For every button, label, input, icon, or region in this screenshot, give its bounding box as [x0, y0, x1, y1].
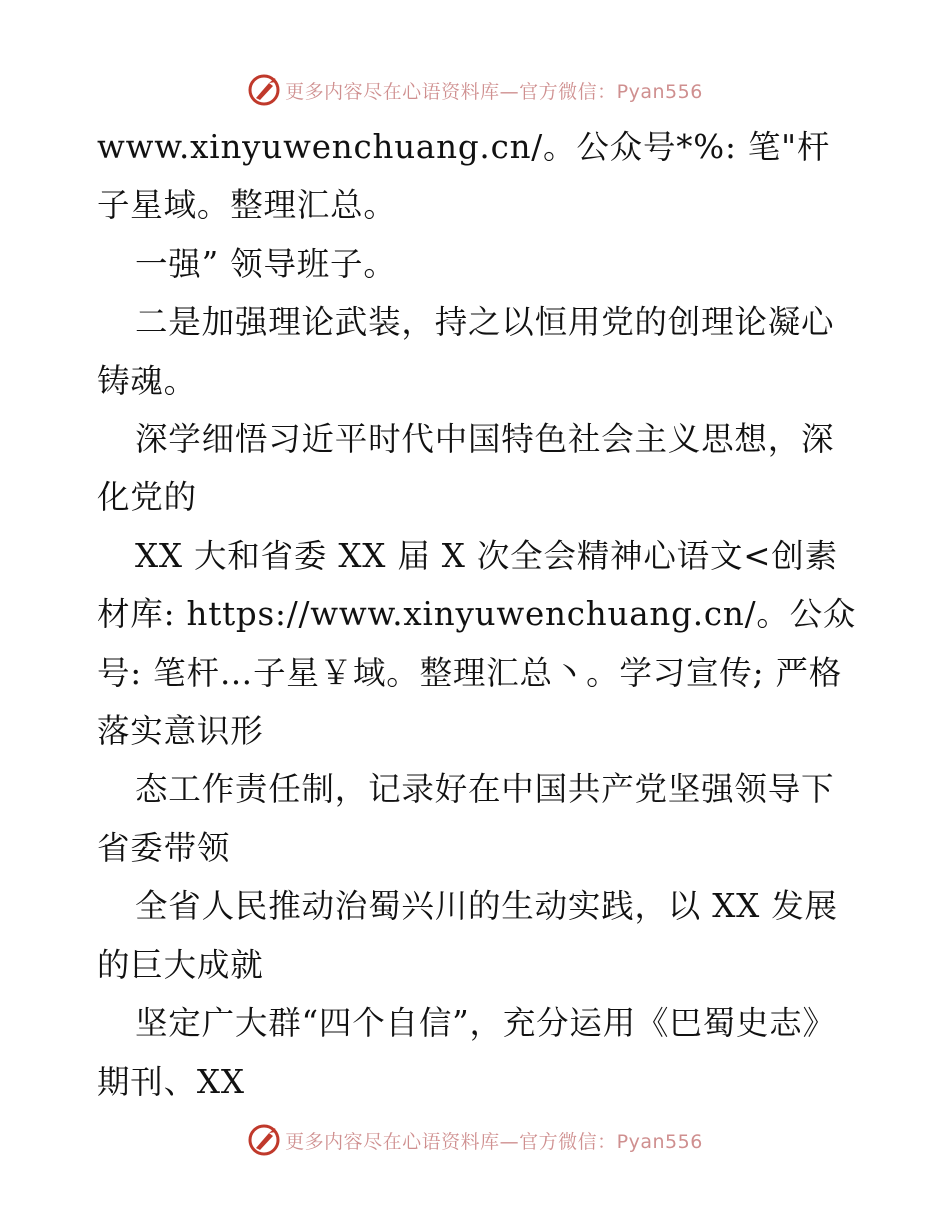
document-body: [97, 118, 857, 1111]
paragraph-4: 深学细悟习近平时代中国特色社会主义思想，深化党的: [97, 420, 835, 517]
paragraph-8: 坚定广大群“四个自信”，充分运用《巴蜀史志》期刊、XX: [97, 1004, 836, 1101]
paragraph-2: 一强” 领导班子。: [135, 244, 397, 283]
paragraph-5: XX 大和省委 XX 届 X 次全会精神心语文<创素材库: https://www.xinyuwenchuang.cn/。公众号: 笔杆…子星￥域。整理汇总丶。学习宣传; 严格落实意识形: [97, 536, 857, 751]
footer-watermark: [0, 1120, 950, 1160]
header-watermark: [0, 70, 950, 110]
paragraph-3: 二是加强理论武装，持之以恒用党的创理论凝心铸魂。: [97, 303, 835, 400]
watermark-text: 更多内容尽在心语资料库—官方微信：Pyan556: [285, 80, 703, 103]
watermark-text: 更多内容尽在心语资料库—官方微信：Pyan556: [285, 1130, 703, 1153]
red-quill-logo-icon: [247, 1123, 281, 1157]
paragraph-7: 全省人民推动治蜀兴川的生动实践，以 XX 发展的巨大成就: [97, 887, 838, 984]
paragraph-1: www.xinyuwenchuang.cn/。公众号*%: 笔"杆子星域。整理汇总。: [97, 128, 831, 225]
red-quill-logo-icon: [247, 73, 281, 107]
paragraph-6: 态工作责任制，记录好在中国共产党坚强领导下省委带领: [97, 770, 835, 867]
